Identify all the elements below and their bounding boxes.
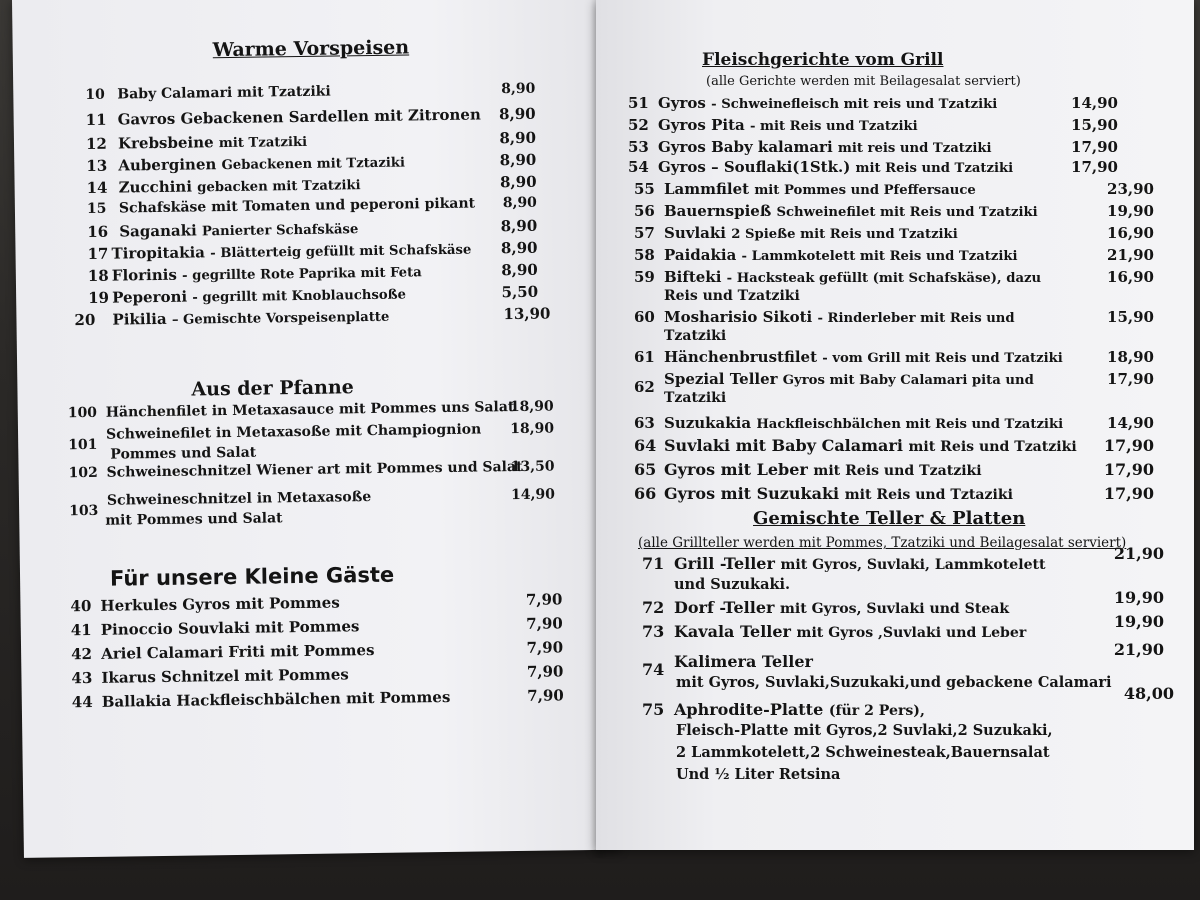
item-price: 14,90 [511,486,556,504]
item-name [102,688,451,711]
menu-item [596,268,1194,308]
item-number: 71 [642,554,665,573]
item-price: 21,90 [1107,246,1154,264]
item-title: Aphrodite-Platte [674,700,824,719]
item-price: 19,90 [1107,202,1154,220]
item-number: 103 [69,502,99,520]
item-title: Grill -Teller [674,554,775,573]
item-description: mit Gyros, Suvlaki, Lammkotelett [780,557,1046,573]
item-number: 56 [634,202,655,220]
menu-page-right [596,0,1194,850]
item-title: Schweineschnitzel Wiener art mit Pommes und Salat [106,458,523,481]
item-title: Suvlaki mit Baby Calamari [664,436,903,455]
item-title: Schweinefilet in Metaxasoße mit Champiognion [105,421,482,443]
item-description: gebacken mit Tzatziki [197,178,361,196]
item-name [106,399,515,421]
item-number: 19 [88,288,110,307]
item-number: 65 [634,460,657,479]
item-title: Zucchini [118,177,193,197]
item-description: - Blätterteig gefüllt mit Schafskäse [210,242,472,262]
item-name [664,370,1034,388]
item-number: 40 [70,596,92,616]
item-continuation: Tzatziki [664,328,727,344]
item-description: mit Reis und Tzatziki [813,463,982,479]
item-description: - gegrillte Rote Paprika mit Feta [182,265,422,284]
item-price: 15,90 [1107,308,1154,326]
item-number: 101 [68,436,98,454]
item-price: 17,90 [1103,460,1154,479]
item-price: 8,90 [501,80,536,98]
item-name [658,116,918,134]
item-price: 13,50 [510,458,555,476]
item-title: Suvlaki [664,224,726,242]
item-title: Auberginen [118,155,217,175]
item-title: Paidakia [664,246,737,264]
item-price: 16,90 [1107,224,1154,242]
item-price: 17,90 [1071,158,1118,176]
item-number: 66 [634,484,657,503]
item-name [664,246,1018,264]
item-title: Baby Calamari mit Tzatziki [117,83,331,103]
item-name [664,484,1013,503]
item-name [664,224,958,242]
item-number: 74 [642,660,665,679]
item-description: - vom Grill mit Reis und Tzatziki [822,351,1063,366]
item-title: Peperoni [112,287,188,307]
item-price: 14,90 [1107,414,1154,432]
item-number: 62 [634,378,655,396]
item-name [117,84,331,103]
item-description: mit reis und Tzatziki [837,141,992,156]
item-number: 14 [86,178,108,197]
item-name [664,436,1077,455]
item-number: 42 [71,644,93,664]
item-title: Mosharisio Sikoti [664,308,813,326]
item-name [674,598,1009,617]
item-number: 60 [634,308,655,326]
item-name [101,617,360,639]
item-number: 16 [87,222,109,241]
item-name [664,414,1063,432]
item-price: 7,90 [526,662,564,681]
menu-item [596,370,1194,410]
item-name [658,158,1013,176]
item-price: 8,90 [498,104,536,124]
item-description: - Rinderleber mit Reis und [817,311,1015,326]
menu-item [19,486,580,534]
item-name [664,180,976,198]
item-number: 73 [642,622,665,641]
item-name [100,593,339,614]
item-description: - mit Reis und Tzatziki [749,119,918,134]
item-price: 5,50 [501,282,539,302]
item-description: Schweinefilet mit Reis und Tzatziki [776,205,1038,220]
item-title: Dorf -Teller [674,598,775,617]
item-title: Schweineschnitzel in Metaxasoße [106,489,372,509]
item-description: (für 2 Pers), [828,703,925,719]
item-title: Gyros Baby kalamari [658,138,833,156]
item-title: Saganaki [119,221,197,241]
item-continuation: mit Pommes und Salat [105,510,283,529]
item-title: Kavala Teller [674,622,791,641]
item-title: Pinoccio Souvlaki mit Pommes [100,617,360,639]
item-continuation: Pommes und Salat [110,444,257,463]
item-price: 7,90 [526,638,564,657]
menu-item [596,684,1194,783]
item-price: 17,90 [1103,484,1154,503]
item-number: 12 [85,134,108,153]
item-title: Ballakia Hackfleischbälchen mit Pommes [101,687,451,711]
item-title: Hänchenbrustfilet [664,348,818,366]
item-price: 7,90 [526,614,563,633]
item-description: - Lammkotelett mit Reis und Tzatziki [741,249,1018,264]
item-title: Lammfilet [664,180,750,198]
item-description: mit Reis und Tzatziki [855,161,1014,176]
item-price: 18,90 [509,398,554,416]
grill-subtitle: (alle Gerichte werden mit Beilagesalat serviert) [706,74,1021,89]
item-title: Kalimera Teller [674,652,813,671]
item-description: Gebackenen mit Tztaziki [221,155,406,174]
item-title: Gavros Gebackenen Sardellen mit Zitronen [117,105,481,129]
item-number: 10 [85,86,105,103]
item-title: Spezial Teller [664,370,778,388]
section-title-fleischgerichte: Fleischgerichte vom Grill [702,50,944,70]
item-number: 100 [67,404,98,422]
item-price: 23,90 [1107,180,1154,198]
item-price: 17,90 [1107,370,1154,388]
item-name [119,175,361,196]
item-price: 16,90 [1107,268,1154,286]
item-price: 18,90 [1107,348,1154,366]
item-price: 18,90 [510,420,555,438]
item-name [658,94,997,112]
item-price: 21,90 [1113,544,1164,563]
section-title-kleine-gaeste: Für unsere Kleine Gäste [109,562,395,591]
item-continuation: mit Gyros, Suvlaki,Suzukaki,und gebackene Calamari [676,674,1112,691]
item-title: Gyros mit Leber [664,460,808,479]
item-name [664,202,1038,220]
item-number: 53 [628,138,649,156]
item-title: Gyros – Souflaki(1Stk.) [658,158,851,176]
item-number: 20 [74,310,96,330]
item-price: 7,90 [527,686,564,705]
item-title: Gyros mit Suzukaki [664,484,840,503]
item-continuation: Und ½ Liter Retsina [676,766,841,783]
item-number: 51 [628,94,649,112]
item-title: Bifteki [664,268,722,286]
item-name [118,105,481,128]
item-number: 13 [86,156,108,175]
item-number: 55 [634,180,655,198]
item-number: 57 [634,224,655,242]
item-name [112,285,406,307]
item-continuation: Fleisch-Platte mit Gyros,2 Suvlaki,2 Suzukaki, [676,722,1053,739]
item-name [674,652,813,671]
item-price: 17,90 [1071,138,1118,156]
item-description: Panierter Schafskäse [201,222,359,240]
item-continuation: 2 Lammkotelett,2 Schweinesteak,Bauernsalat [676,744,1050,761]
item-number: 17 [87,244,109,263]
item-name [664,460,982,479]
item-description: mit Tzatziki [218,134,308,152]
item-description: Gyros mit Baby Calamari pita und [782,373,1034,388]
item-title: Gyros Pita [658,116,745,134]
item-price: 8,90 [501,260,538,280]
item-price: 8,90 [502,194,537,212]
item-description: mit Reis und Tzatziki [908,439,1077,455]
item-number: 64 [634,436,657,455]
item-title: Ariel Calamari Friti mit Pommes [101,641,375,663]
item-number: 75 [642,700,665,719]
item-number: 61 [634,348,655,366]
menu-page-left [12,0,620,858]
item-price: 15,90 [1071,116,1118,134]
item-title: Tiropitakia [111,243,206,263]
item-price: 19,90 [1113,588,1164,607]
item-title: Florinis [111,265,177,285]
item-number: 72 [642,598,665,617]
item-name [118,153,405,175]
item-description: Hackfleischbälchen mit Reis und Tzatziki [756,417,1064,432]
item-description: mit Gyros, Suvlaki und Steak [780,601,1010,617]
item-price: 8,90 [499,172,537,192]
item-name [674,554,1046,573]
item-title: Hänchenfilet in Metaxasauce mit Pommes uns Salat [105,399,515,421]
item-number: 18 [87,266,109,285]
menu-item [596,308,1194,348]
item-continuation: Reis und Tzatziki [664,288,800,304]
item-name [664,308,1015,326]
item-description: 2 Spieße mit Reis und Tzatziki [731,227,958,242]
item-name [112,262,422,284]
item-price: 14,90 [1071,94,1118,112]
item-number: 58 [634,246,655,264]
section-title-aus-der-pfanne: Aus der Pfanne [191,376,354,401]
item-title: Suzukakia [664,414,752,432]
item-number: 52 [628,116,649,134]
item-name [112,307,389,329]
item-description: mit Pommes und Pfeffersauce [754,183,976,198]
item-price: 8,90 [500,238,538,258]
item-description: - Hacksteak gefüllt (mit Schafskäse), dazu [726,271,1042,286]
item-number: 59 [634,268,655,286]
item-name [674,622,1026,641]
item-title: Krebsbeine [117,133,214,153]
item-number: 63 [634,414,655,432]
item-price: 8,90 [499,150,537,170]
item-number: 11 [85,110,107,129]
item-title: Ikarus Schnitzel mit Pommes [101,665,349,687]
item-price: 8,90 [500,216,538,236]
item-number: 54 [628,158,649,176]
item-number: 102 [68,464,98,482]
item-price: 21,90 [1113,640,1164,659]
item-name [107,489,371,509]
section-title-warme-vorspeisen: Warme Vorspeisen [212,36,410,62]
item-title: Gyros [658,94,706,112]
item-continuation: und Suzukaki. [674,576,791,593]
platten-subtitle: (alle Grillteller werden mit Pommes, Tzatziki und Beilagesalat serviert) [638,535,1127,551]
item-price: 13,90 [503,304,551,324]
item-description: - Schweinefleisch mit reis und Tzatziki [711,97,998,112]
item-price: 19,90 [1113,612,1164,631]
item-title: Pikilia [112,309,167,329]
item-number: 41 [70,620,92,640]
item-name [101,665,349,686]
item-price: 7,90 [525,590,563,609]
item-price: 8,90 [499,128,537,148]
item-description: – Gemischte Vorspeisenplatte [171,309,390,328]
item-name [658,138,991,156]
item-name [118,132,307,153]
item-continuation: Tzatziki [664,390,727,406]
item-name [111,240,471,263]
item-name [664,268,1041,286]
item-title: Herkules Gyros mit Pommes [100,593,340,615]
item-description: mit Gyros ,Suvlaki und Leber [796,625,1027,641]
item-price: 17,90 [1103,436,1154,455]
item-number: 44 [71,692,93,712]
section-title-gemischte-teller: Gemischte Teller & Platten [753,508,1026,529]
item-name [101,641,375,663]
item-description: mit Reis und Tztaziki [844,487,1013,503]
item-price: 48,00 [1123,684,1174,703]
item-name [119,219,358,240]
item-title: Bauernspieß [664,202,772,220]
item-number: 15 [86,200,107,217]
item-number: 43 [71,668,93,688]
item-description: - gegrillt mit Knoblauchsoße [192,287,407,306]
item-name [664,348,1063,366]
item-title: Schafskäse mit Tomaten und peperoni pikant [118,195,476,217]
item-name [674,700,925,719]
